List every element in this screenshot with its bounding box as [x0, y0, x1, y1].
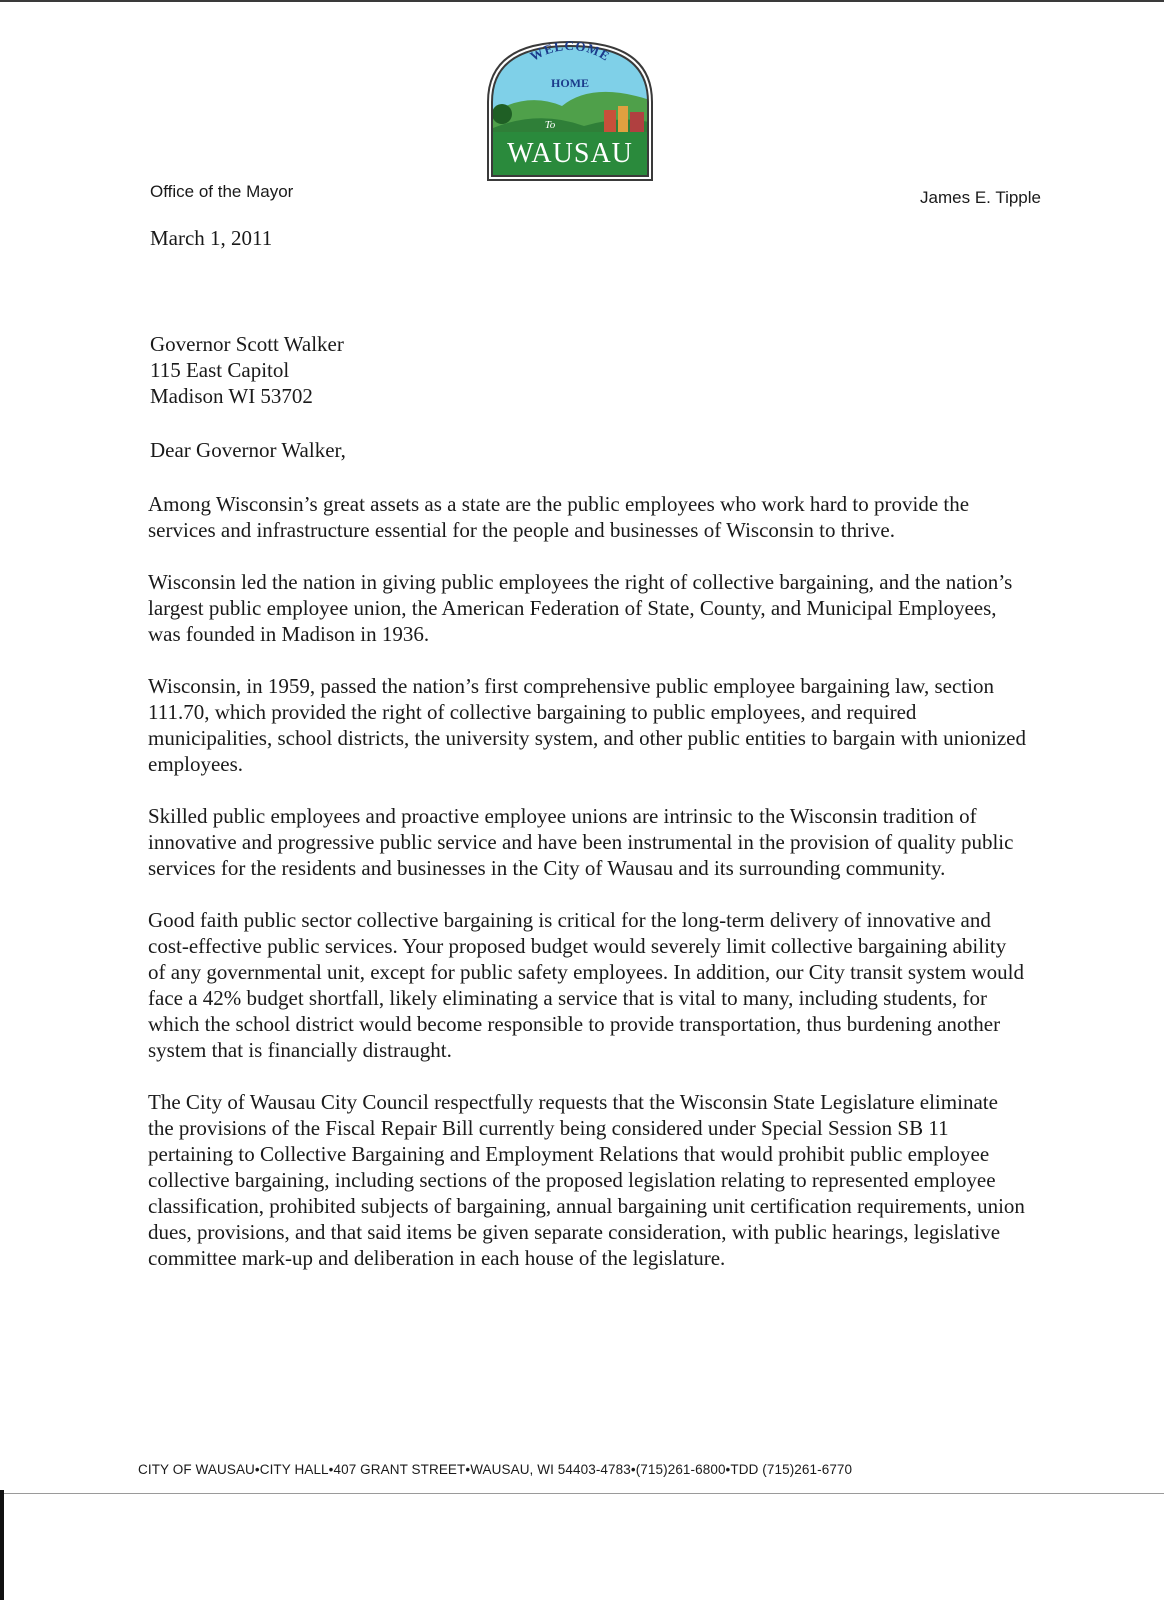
scan-bottom-edge: [0, 1493, 1164, 1494]
paragraph: Among Wisconsin’s great assets as a state are the public employees who work hard to provide the services and infrastructure essential for the people and businesses of Wisconsin to thrive.: [148, 492, 970, 542]
recipient-name: Governor Scott Walker: [150, 332, 344, 356]
scan-left-edge: [0, 1490, 4, 1600]
recipient-address: [150, 331, 344, 409]
letter-body: [148, 491, 1028, 1297]
salutation: Dear Governor Walker,: [150, 438, 346, 462]
logo-city-text: WAUSAU: [507, 138, 633, 169]
mayor-name: James E. Tipple: [920, 188, 1041, 207]
letter-date: March 1, 2011: [150, 226, 273, 250]
scan-top-edge: [0, 0, 1164, 2]
paragraph: Skilled public employees and proactive employee unions are intrinsic to the Wisconsin tradition of innovative and progressive public service and have been instrumental in the provision of quality public services for the residents and businesses in the City of Wausau and its surrounding community.: [148, 804, 1014, 880]
recipient-city: Madison WI 53702: [150, 384, 313, 408]
city-logo: [484, 40, 656, 182]
office-of-mayor-label: Office of the Mayor: [150, 182, 294, 201]
letterhead-footer: CITY OF WAUSAU•CITY HALL•407 GRANT STREET•WAUSAU, WI 54403-4783•(715)261-6800•TDD (715)261-6770: [138, 1462, 853, 1477]
recipient-street: 115 East Capitol: [150, 358, 290, 382]
logo-welcome-text: WELCOME: [527, 40, 613, 65]
paragraph: The City of Wausau City Council respectfully requests that the Wisconsin State Legislature eliminate the provisions of the Fiscal Repair Bill currently being considered under Special Session SB 11 pertaining to Collective Bargaining and Employment Relations that would prohibit public employee collective bargaining, including sections of the proposed legislation relating to represented employee classification, prohibited subjects of bargaining, annual bargaining unit certification requirements, union dues, provisions, and that said items be given separate consideration, with public hearings, legislative committee mark-up and deliberation in each house of the legislature.: [148, 1090, 1025, 1270]
paragraph: Wisconsin led the nation in giving public employees the right of collective bargaining, and the nation’s largest public employee union, the American Federation of State, County, and Municipal Employees, was founded in Madison in 1936.: [148, 570, 1013, 646]
paragraph: Wisconsin, in 1959, passed the nation’s first comprehensive public employee bargaining law, section 111.70, which provided the right of collective bargaining to public employees, and required municipalities, school districts, the university system, and other public entities to bargain with unionized employees.: [148, 674, 1026, 776]
paragraph: Good faith public sector collective bargaining is critical for the long-term delivery of innovative and cost-effective public services. Your proposed budget would severely limit collective bargaining ability of any governmental unit, except for public safety employees. In addition, our City transit system would face a 42% budget shortfall, likely eliminating a service that is vital to many, including students, for which the school district would become responsible to provide transportation, thus burdening another system that is financially distraught.: [148, 908, 1024, 1062]
logo-home-text: HOME: [551, 76, 589, 90]
logo-to-text: To: [544, 119, 556, 131]
